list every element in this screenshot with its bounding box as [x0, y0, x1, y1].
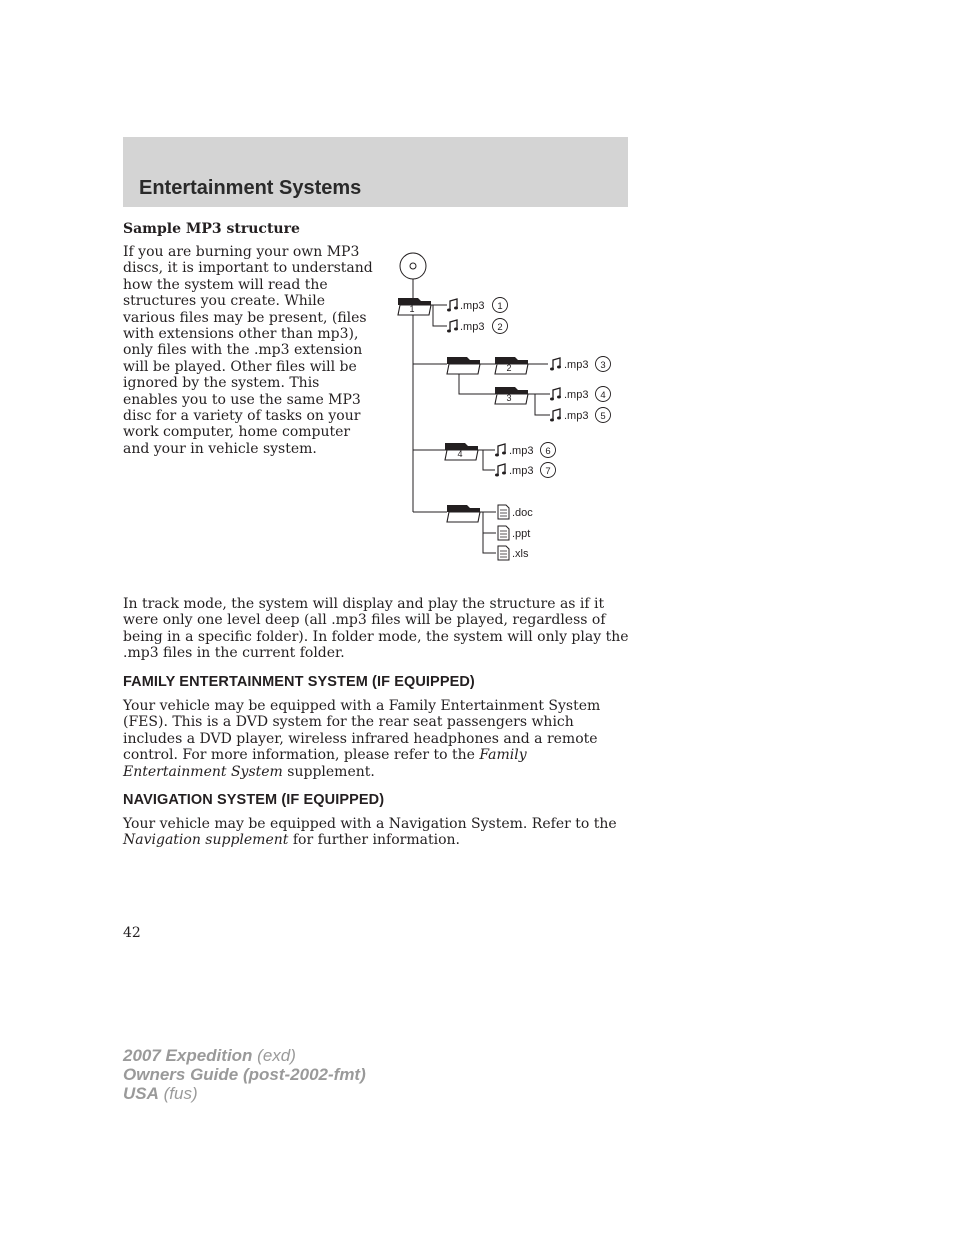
- section-header-band: [123, 137, 628, 207]
- file-extension: .doc: [512, 507, 533, 519]
- track-number: 1: [497, 301, 503, 312]
- track-extension: .mp3: [564, 410, 589, 422]
- track-number: 7: [545, 466, 551, 477]
- track-extension: .mp3: [460, 321, 485, 333]
- folder-number: 3: [506, 393, 512, 403]
- music-note-icon: [550, 358, 561, 371]
- track-extension: .mp3: [564, 389, 589, 401]
- file-extension: .xls: [512, 548, 529, 560]
- folder-icon: [447, 505, 480, 522]
- track-number: 6: [545, 446, 551, 457]
- track-extension: .mp3: [460, 300, 485, 312]
- document-icon: [498, 505, 509, 519]
- mp3-structure-diagram: [395, 248, 625, 568]
- footer-document-id: 2007 Expedition (exd) Owners Guide (post-2002-fmt) USA (fus): [123, 1046, 366, 1103]
- track-number: 5: [600, 411, 606, 422]
- track-mode-paragraph: In track mode, the system will display and play the structure as if it were only one level deep (all .mp3 files will be played, regardless of being in a specific folder). In folder mode, the system will only play the .mp3 files in the current folder.: [123, 596, 629, 662]
- folder-number: 1: [409, 304, 415, 314]
- music-note-icon: [495, 464, 506, 477]
- track-number: 2: [497, 322, 503, 333]
- folder-number: 2: [506, 363, 512, 373]
- music-note-icon: [447, 299, 458, 312]
- subsection-title: Sample MP3 structure: [123, 221, 300, 237]
- music-note-icon: [447, 320, 458, 333]
- fes-paragraph: Your vehicle may be equipped with a Family Entertainment System (FES). This is a DVD system for the rear seat passengers which includes a DVD player, wireless infrared headphones and a remote control. For more information, please refer to the Family Entertainment System supplement.: [123, 698, 601, 780]
- page-number: 42: [123, 925, 141, 941]
- disc-icon: [400, 253, 426, 279]
- section-title: Entertainment Systems: [139, 177, 362, 199]
- navigation-heading: NAVIGATION SYSTEM (IF EQUIPPED): [123, 792, 385, 808]
- fes-supplement-title: Family Entertainment System: [123, 747, 527, 780]
- music-note-icon: [495, 444, 506, 457]
- folder-icon: [447, 357, 480, 374]
- file-extension: .ppt: [512, 528, 531, 540]
- folder-number: 4: [457, 449, 463, 459]
- intro-paragraph: If you are burning your own MP3 discs, it is important to understand how the system will read the structures you create. While various files may be present, (files with extensions other than mp3), only files with the .mp3 extension will be played. Other files will be ignored by the system. This enables you to use the same MP3 disc for a variety of tasks on your work computer, home computer and your in vehicle system.: [123, 244, 373, 457]
- track-extension: .mp3: [564, 359, 589, 371]
- track-extension: .mp3: [509, 445, 534, 457]
- track-number: 3: [600, 360, 606, 371]
- navigation-supplement-title: Navigation supplement: [123, 832, 289, 849]
- document-icon: [498, 546, 509, 560]
- track-number: 4: [600, 390, 606, 401]
- fes-heading: FAMILY ENTERTAINMENT SYSTEM (IF EQUIPPED): [123, 674, 475, 690]
- music-note-icon: [550, 409, 561, 422]
- document-icon: [498, 526, 509, 540]
- navigation-paragraph: Your vehicle may be equipped with a Navigation System. Refer to the Navigation supplement for further information.: [123, 816, 617, 849]
- music-note-icon: [550, 388, 561, 401]
- track-extension: .mp3: [509, 465, 534, 477]
